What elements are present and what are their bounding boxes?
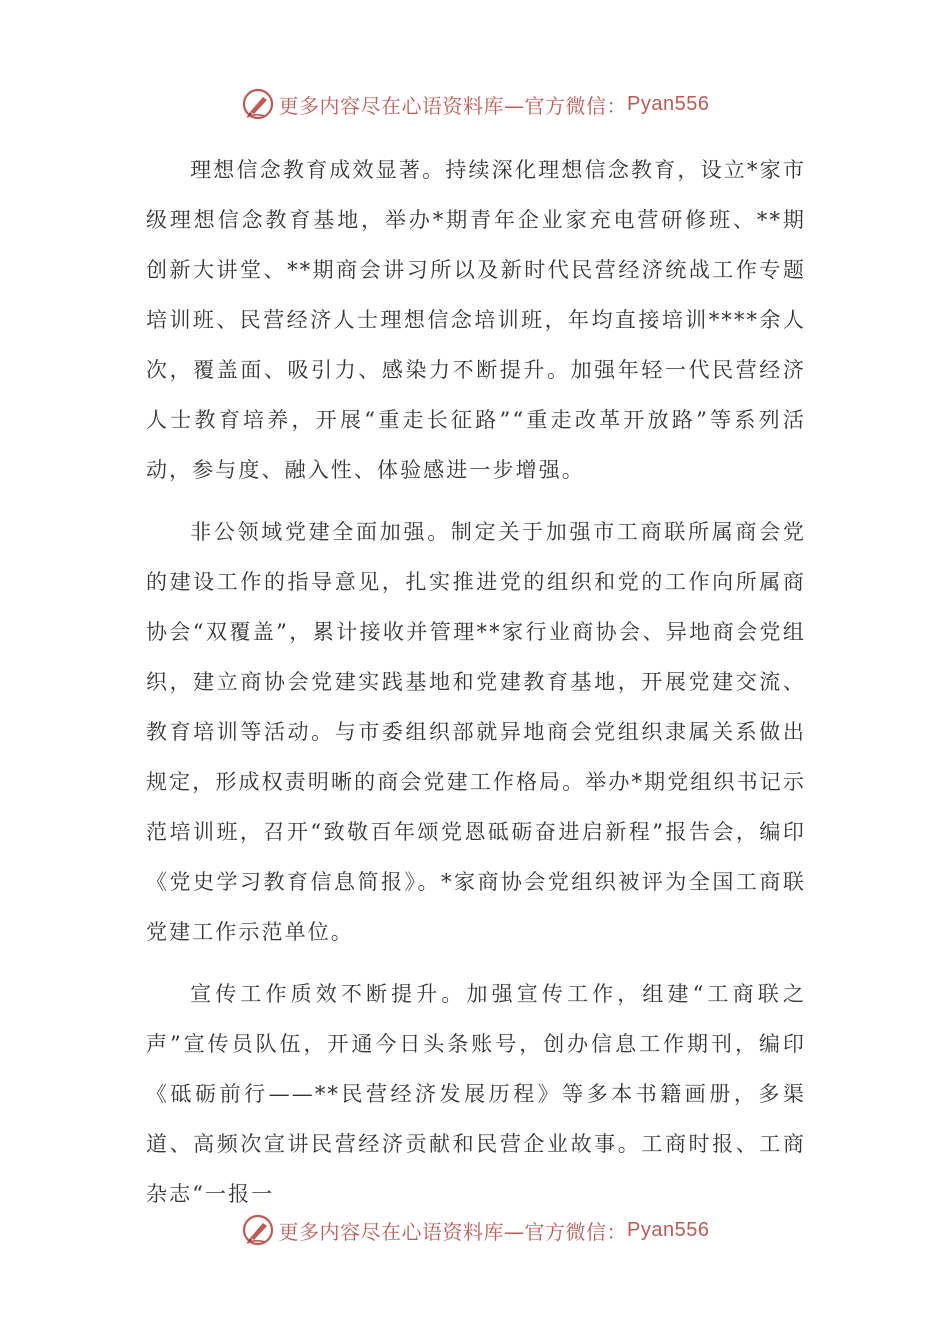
footer-banner-text: 更多内容尽在心语资料库 <box>278 1219 505 1244</box>
header-banner-wechat-id: Pyan556 <box>627 92 710 115</box>
footer-banner-wechat-label: —官方微信： <box>504 1219 628 1244</box>
paragraph-ideals-education: 理想信念教育成效显著。持续深化理想信念教育，设立*家市级理想信念教育基地，举办*期青年企业家充电营研修班、**期创新大讲堂、**期商会讲习所以及新时代民营经济统战工作专题培训班、民营经济人士理想信念培训班，年均直接培训****余人次，覆盖面、吸引力、感染力不断提升。加强年轻一代民营经济人士教育培养，开展“重走长征路”“重走改革开放路”等系列活动，参与度、融入性、体验感进一步增强。 <box>146 158 806 482</box>
document-body <box>146 145 806 1231</box>
footer-banner-wechat-id: Pyan556 <box>627 1218 710 1241</box>
pen-logo-icon <box>241 1213 275 1247</box>
header-banner-text: 更多内容尽在心语资料库 <box>278 93 505 118</box>
header-banner-wechat-label: —官方微信： <box>504 93 628 118</box>
paragraph-publicity-work: 宣传工作质效不断提升。加强宣传工作，组建“工商联之声”宣传员队伍，开通今日头条账号，创办信息工作期刊，编印《砥砺前行——**民营经济发展历程》等多本书籍画册，多渠道、高频次宣讲民营经济贡献和民营企业故事。工商时报、工商杂志“一报一 <box>146 982 806 1206</box>
pen-logo-icon <box>241 87 275 121</box>
paragraph-party-building: 非公领域党建全面加强。制定关于加强市工商联所属商会党的建设工作的指导意见，扎实推进党的组织和党的工作向所属商协会“双覆盖”，累计接收并管理**家行业商协会、异地商会党组织，建立商协会党建实践基地和党建教育基地，开展党建交流、教育培训等活动。与市委组织部就异地商会党组织隶属关系做出规定，形成权责明晰的商会党建工作格局。举办*期党组织书记示范培训班，召开“致敬百年颂党恩砥砺奋进启新程”报告会，编印《党史学习教育信息简报》。*家商协会党组织被评为全国工商联党建工作示范单位。 <box>146 520 806 944</box>
header-banner <box>0 84 950 124</box>
footer-banner <box>0 1210 950 1250</box>
